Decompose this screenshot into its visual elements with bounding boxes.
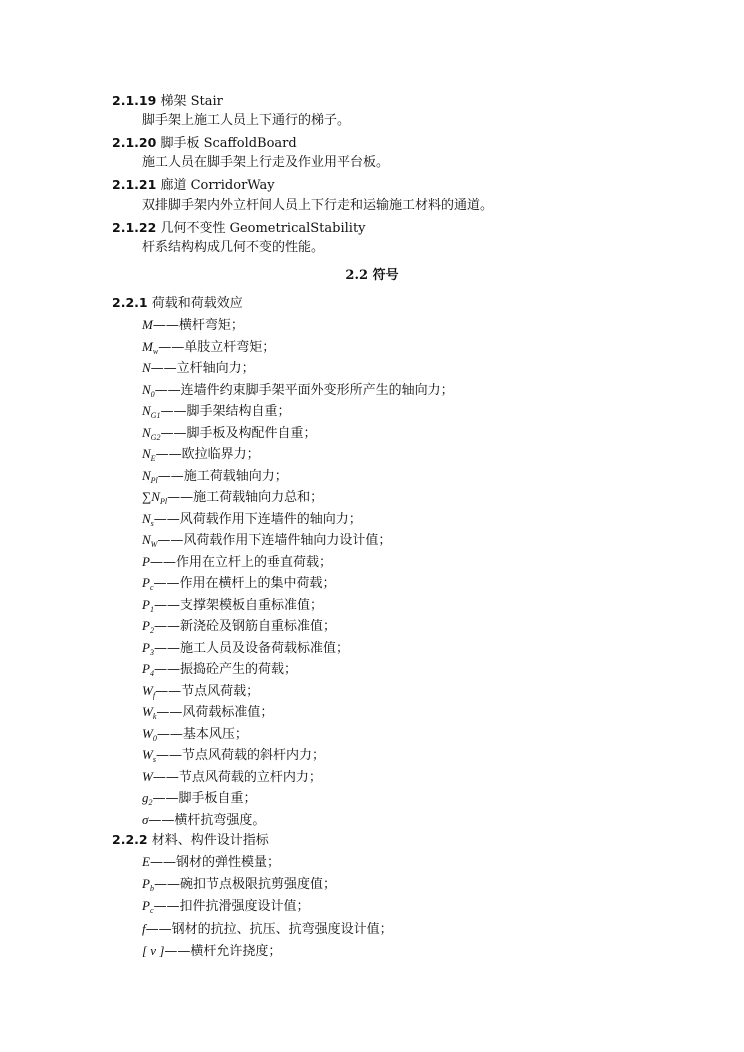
- symbol-definition: [142, 489, 323, 510]
- symbol: [142, 511, 154, 526]
- symbol-description: ——振捣砼产生的荷载；: [153, 662, 297, 677]
- symbol-description: ——钢材的弹性模量；: [149, 855, 280, 870]
- symbol-base: M: [142, 338, 153, 354]
- symbol: [142, 403, 160, 418]
- symbol-base: N: [142, 467, 151, 483]
- symbol-subscript: E: [150, 454, 156, 463]
- symbol-description: ——脚手架结构自重；: [160, 404, 291, 419]
- symbol-description: ——节点风荷载的立杆内力；: [152, 769, 322, 785]
- definition-heading: [112, 93, 223, 110]
- symbol-subscript: 2: [149, 626, 154, 635]
- symbol-definition: [142, 554, 332, 571]
- symbol-description: ——支撑架模板自重标准值；: [153, 597, 323, 613]
- symbol-description: ——扣件抗滑强度设计值；: [153, 899, 310, 915]
- symbol-definition: [142, 790, 257, 811]
- symbol-subscript: 0: [152, 733, 157, 743]
- symbol-definition: [142, 532, 391, 553]
- symbol-base: W: [142, 768, 153, 784]
- definition-text: 施工人员在脚手架上行走及作业用平台板。: [142, 155, 390, 170]
- symbol-description: ——碗扣节点极限抗剪强度值；: [153, 877, 336, 893]
- symbol-base: N: [142, 381, 151, 397]
- symbol: [142, 769, 153, 784]
- symbol-definition: [142, 360, 255, 377]
- symbol-subscript: s: [152, 755, 156, 764]
- symbol-subscript: k: [152, 712, 157, 721]
- symbol-definition: [142, 876, 336, 897]
- symbol-definition: [142, 640, 349, 661]
- section-title: 2.2 符号: [345, 268, 399, 283]
- symbol-definition: [142, 704, 273, 725]
- symbol-base: P: [142, 661, 150, 676]
- symbol-base: W: [142, 747, 153, 762]
- symbol-base: N: [142, 403, 151, 418]
- symbol: [142, 876, 154, 894]
- symbol: [142, 618, 154, 633]
- symbol-description: ——节点风荷载；: [155, 683, 260, 699]
- symbol-base: N: [142, 446, 151, 461]
- symbol-description: ——基本风压；: [156, 726, 248, 742]
- symbol-base: W: [142, 682, 153, 698]
- symbol: [142, 382, 155, 397]
- symbol-subscript: G2: [150, 432, 161, 442]
- symbol-definition: [142, 446, 260, 467]
- symbol-definition: [142, 683, 259, 704]
- symbol-description: ——钢材的抗拉、抗压、抗弯强度设计值；: [145, 921, 393, 937]
- symbol: [142, 597, 154, 612]
- symbol-definition: [142, 812, 265, 829]
- symbol-subscript: c: [149, 906, 154, 916]
- clause-title: 几何不变性 GeometricalStability: [160, 221, 366, 236]
- symbol: [142, 854, 150, 869]
- symbol-base: W: [142, 704, 153, 719]
- symbol-description: ——立杆轴向力；: [150, 361, 255, 376]
- clause-title: 廊道 CorridorWay: [160, 178, 275, 193]
- symbol-description: ——欧拉临界力；: [155, 447, 260, 462]
- symbol-description: ——横杆允许挠度；: [164, 943, 282, 959]
- symbol-description: ——风荷载作用下连墙件的轴向力；: [153, 511, 362, 527]
- clause-title: 梯架 Stair: [160, 94, 223, 109]
- symbol-definition: [142, 317, 244, 334]
- symbol: [142, 360, 151, 375]
- symbol: [142, 726, 157, 741]
- symbol-description: ——横杆抗弯强度。: [148, 812, 266, 828]
- symbol-subscript: 3: [149, 647, 154, 657]
- symbol-definition: [142, 425, 316, 446]
- symbol-definition: [142, 575, 336, 596]
- symbol-subscript: W: [150, 540, 158, 549]
- symbol-definition: [142, 403, 290, 424]
- symbol-definition: [142, 898, 310, 919]
- symbol-base: N: [142, 424, 151, 440]
- symbol-base: f: [142, 920, 146, 936]
- subsection-heading: [112, 832, 269, 849]
- symbol: [142, 532, 157, 547]
- symbol-base: P: [142, 898, 150, 914]
- symbol: [142, 661, 154, 676]
- symbol-definition: [142, 511, 362, 532]
- symbol-base: P: [142, 596, 150, 612]
- symbol-base: g: [142, 790, 149, 805]
- symbol-description: ——施工人员及设备荷载标准值；: [153, 640, 349, 656]
- symbol-definition: [142, 618, 336, 639]
- symbol-description: ——作用在立杆上的垂直荷载；: [149, 554, 332, 570]
- symbol-definition: [142, 468, 288, 489]
- symbol-base: P: [142, 575, 150, 590]
- symbol-base: N: [142, 360, 151, 375]
- symbol-definition: [142, 726, 248, 747]
- symbol-base: σ: [142, 811, 149, 827]
- symbol-definition: [142, 747, 325, 768]
- symbol: [142, 446, 156, 461]
- symbol-subscript: b: [149, 884, 154, 894]
- symbol: [142, 425, 160, 440]
- clause-title: 脚手板 ScaffoldBoard: [160, 136, 297, 151]
- symbol: [142, 943, 164, 958]
- symbol: [142, 640, 154, 655]
- symbol-base: N: [142, 532, 151, 547]
- symbol-definition: [142, 854, 280, 871]
- symbol-description: ——脚手板自重；: [152, 791, 257, 806]
- symbol-base: N: [142, 510, 151, 526]
- symbol-description: ——脚手板及构配件自重；: [160, 425, 317, 441]
- symbol-base: P: [142, 639, 150, 655]
- definition-heading: [112, 220, 366, 237]
- clause-number: 2.1.21: [112, 177, 157, 192]
- symbol-description: ——节点风荷载的斜杆内力；: [155, 748, 325, 763]
- symbol-description: ——单肢立杆弯矩；: [158, 339, 276, 355]
- definition-heading: [112, 177, 275, 194]
- symbol-description: ——作用在横杆上的集中荷载；: [153, 576, 336, 591]
- symbol-description: ——连墙件约束脚手架平面外变形所产生的轴向力；: [154, 382, 454, 398]
- definition-text: 杆系结构构成几何不变的性能。: [142, 240, 325, 255]
- symbol-subscript: f: [152, 690, 156, 700]
- clause-title: 荷载和荷载效应: [151, 296, 243, 311]
- symbol-description: ——施工荷载轴向力；: [157, 468, 288, 484]
- symbol: [142, 683, 155, 698]
- symbol-base: M: [142, 317, 153, 332]
- symbol-description: ——横杆弯矩；: [152, 318, 244, 333]
- clause-number: 2.1.20: [112, 135, 157, 150]
- symbol-definition: [142, 339, 275, 360]
- clause-number: 2.2.1: [112, 295, 148, 310]
- symbol: [142, 575, 154, 590]
- definition-text: 双排脚手架内外立杆间人员上下行走和运输施工材料的通道。: [142, 198, 494, 213]
- symbol-base: P: [142, 876, 150, 892]
- symbol-description: ——风荷载作用下连墙件轴向力设计值；: [157, 533, 392, 548]
- symbol-subscript: G1: [150, 411, 161, 420]
- symbol: [142, 747, 156, 762]
- symbol-base: W: [142, 725, 153, 741]
- symbol-subscript: 1: [149, 604, 154, 614]
- symbol-base: ∑N: [142, 489, 160, 504]
- symbol: [142, 554, 150, 569]
- symbol-base: [ ν ]: [142, 942, 165, 958]
- symbol: [142, 339, 158, 354]
- symbol: [142, 468, 158, 483]
- symbol-definition: [142, 921, 393, 938]
- symbol-subscript: 2: [148, 798, 153, 807]
- symbol-base: E: [142, 854, 150, 869]
- symbol-subscript: c: [149, 583, 154, 592]
- symbol: [142, 489, 167, 504]
- symbol-definition: [142, 943, 281, 960]
- symbol: [142, 790, 153, 805]
- symbol-description: ——施工荷载轴向力总和；: [167, 490, 324, 505]
- symbol: [142, 898, 154, 916]
- definition-heading: [112, 135, 297, 152]
- symbol-subscript: Pl: [159, 497, 168, 506]
- clause-number: 2.2.2: [112, 832, 148, 847]
- subsection-heading: [112, 295, 243, 312]
- symbol: [142, 317, 153, 332]
- clause-title: 材料、构件设计指标: [151, 833, 269, 848]
- symbol-base: P: [142, 618, 150, 633]
- definition-text: 脚手架上施工人员上下通行的梯子。: [142, 113, 351, 128]
- symbol-base: P: [142, 553, 150, 569]
- symbol-subscript: 0: [150, 389, 155, 399]
- clause-number: 2.1.22: [112, 220, 157, 235]
- symbol-description: ——新浇砼及钢筋自重标准值；: [153, 619, 336, 634]
- symbol-subscript: 4: [149, 669, 154, 678]
- clause-number: 2.1.19: [112, 93, 157, 108]
- symbol-description: ——风荷载标准值；: [156, 705, 274, 720]
- symbol-subscript: Pl: [150, 475, 158, 485]
- symbol-definition: [142, 661, 297, 682]
- symbol-definition: [142, 382, 454, 403]
- symbol-subscript: w: [152, 346, 159, 356]
- symbol-definition: [142, 769, 322, 786]
- symbol-subscript: s: [150, 518, 154, 528]
- symbol-definition: [142, 597, 323, 618]
- symbol: [142, 704, 156, 719]
